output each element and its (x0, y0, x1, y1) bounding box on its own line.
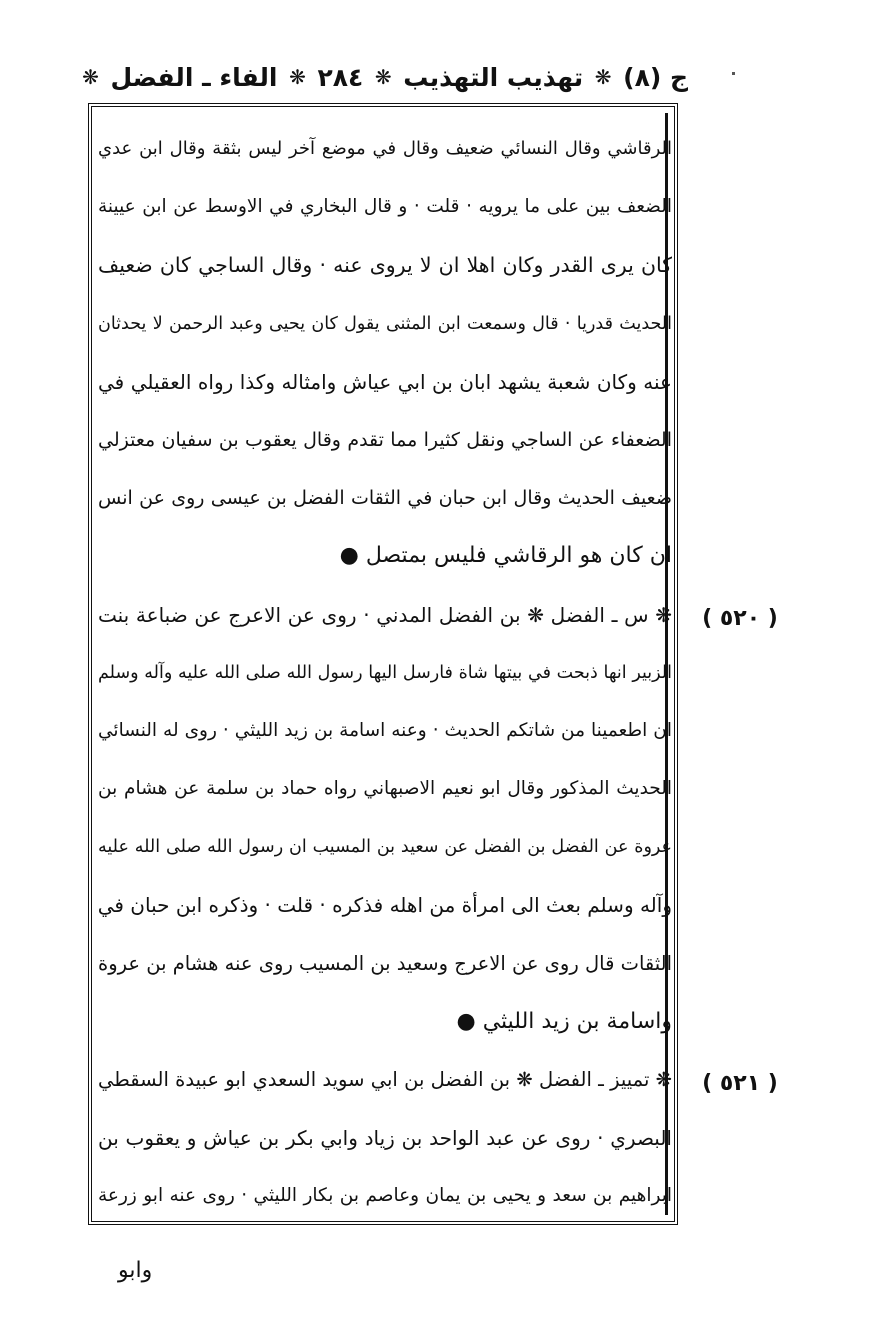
header-section: الفاء ـ الفضل (110, 62, 278, 92)
text-line: ابراهيم بن سعد و يحيى بن يمان وعاصم بن بكار الليثي · روى عنه ابو زرعة (98, 1185, 672, 1207)
entry-heading-line: ❋ تمييز ـ الفضل ❋ بن الفضل بن ابي سويد السعدي ابو عبيدة السقطي (98, 1068, 672, 1091)
header-book-title: تهذيب التهذيب (403, 62, 584, 92)
text-line: وآله وسلم بعث الى امرأة من اهله فذكره · قلت · وذكره ابن حبان في (98, 893, 672, 918)
header-ornament-4: ❋ (82, 65, 99, 89)
entry-number-521: ( ٥٢١ ) (702, 1071, 778, 1096)
text-line: ان كان هو الرقاشي فليس بمتصل ● (339, 543, 672, 569)
text-line: الزبير انها ذبحت في بيتها شاة فارسل اليها رسول الله صلى الله عليه وآله وسلم (98, 662, 672, 683)
text-line: البصري · روى عن عبد الواحد بن زياد وابي بكر بن عياش و يعقوب بن (98, 1126, 672, 1151)
text-line: الحديث المذكور وقال ابو نعيم الاصبهاني رواه حماد بن سلمة عن هشام بن (98, 778, 672, 800)
text-line: الضعفاء عن الساجي ونقل كثيرا مما تقدم وقال يعقوب بن سفيان معتزلي (98, 428, 672, 451)
header-ornament-1: ❋ (594, 65, 612, 89)
text-line: الضعف بين على ما يرويه · قلت · و قال البخاري في الاوسط عن ابن عيينة (98, 196, 672, 218)
text-line: عنه وكان شعبة يشهد ابان بن ابي عياش وامثاله وكذا رواه العقيلي في (98, 369, 672, 394)
page-speck (732, 72, 735, 75)
catchword: وابو (118, 1258, 153, 1283)
entry-heading-line: ❋ س ـ الفضل ❋ بن الفضل المدني · روى عن الاعرج عن ضباعة بنت (98, 602, 672, 627)
text-line: كان يرى القدر وكان اهلا ان لا يروى عنه · وقال الساجي كان ضعيف (98, 253, 672, 278)
header-page-number: ٢٨٤ (317, 62, 364, 92)
text-line: الثقات قال روى عن الاعرج وسعيد بن المسيب روى عنه هشام بن عروة (98, 951, 672, 975)
header-ornament-3: ❋ (289, 65, 306, 89)
header-volume: ج (٨) (623, 62, 688, 92)
text-line: الحديث قدريا · قال وسمعت ابن المثنى يقول كان يحيى وعبد الرحمن لا يحدثان (98, 313, 672, 334)
text-line: ضعيف الحديث وقال ابن حبان في الثقات الفضل بن عيسى روى عن انس (98, 487, 672, 510)
header-ornament-2: ❋ (374, 65, 392, 89)
text-line: الرقاشي وقال النسائي ضعيف وقال في موضع آخر ليس بثقة وقال ابن عدي (98, 138, 672, 159)
text-line: واسامة بن زيد الليثي ● (456, 1008, 672, 1034)
text-line: ان اطعمينا من شاتكم الحديث · وعنه اسامة بن زيد الليثي · روى له النسائي (98, 719, 672, 741)
text-line: عروة عن الفضل بن الفضل عن سعيد بن المسيب ان رسول الله صلى الله عليه (98, 837, 672, 858)
entry-number-520: ( ٥٢٠ ) (702, 606, 778, 631)
page-body (98, 120, 672, 1226)
page-header (78, 58, 688, 96)
